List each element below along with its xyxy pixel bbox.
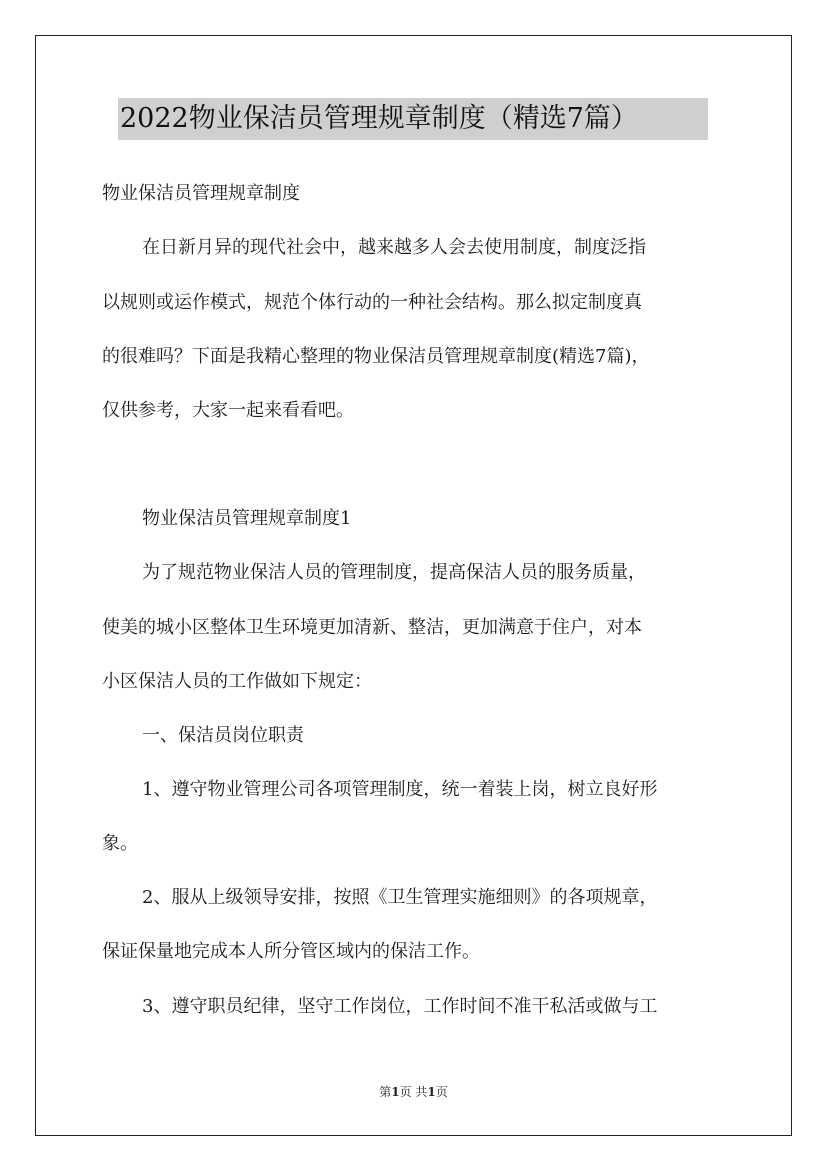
footer-current-page: 1 [391,1085,400,1099]
intro-line-1: 在日新月异的现代社会中，越来越多人会去使用制度，制度泛指 [142,237,646,258]
body-line-6: 象。 [102,833,138,854]
page-footer [0,1083,827,1100]
body-line-4: 一、保洁员岗位职责 [142,725,304,746]
footer-total-pages: 1 [427,1085,436,1099]
body-line-9: 3、遵守职员纪律，坚守工作岗位，工作时间不准干私活或做与工 [142,996,658,1017]
intro-line-3: 的很难吗？下面是我精心整理的物业保洁员管理规章制度(精选7篇)， [102,346,650,367]
body-line-8: 保证保量地完成本人所分管区域内的保洁工作。 [102,941,480,962]
footer-prefix: 第 [379,1085,392,1099]
document-subtitle: 物业保洁员管理规章制度 [102,183,300,204]
intro-line-4: 仅供参考，大家一起来看看吧。 [102,400,354,421]
section-title: 物业保洁员管理规章制度1 [142,508,352,529]
intro-line-2: 以规则或运作模式，规范个体行动的一种社会结构。那么拟定制度真 [102,292,642,313]
body-line-7: 2、服从上级领导安排，按照《卫生管理实施细则》的各项规章， [142,887,658,908]
body-line-5: 1、遵守物业管理公司各项管理制度，统一着装上岗，树立良好形 [142,779,658,800]
document-title: 2022物业保洁员管理规章制度（精选7篇） [118,98,708,140]
footer-suffix: 页 [435,1085,448,1099]
body-line-2: 使美的城小区整体卫生环境更加清新、整洁，更加满意于住户，对本 [102,617,642,638]
footer-mid: 页 共 [399,1085,428,1099]
body-line-3: 小区保洁人员的工作做如下规定： [102,671,372,692]
body-line-1: 为了规范物业保洁人员的管理制度，提高保洁人员的服务质量， [142,562,646,583]
